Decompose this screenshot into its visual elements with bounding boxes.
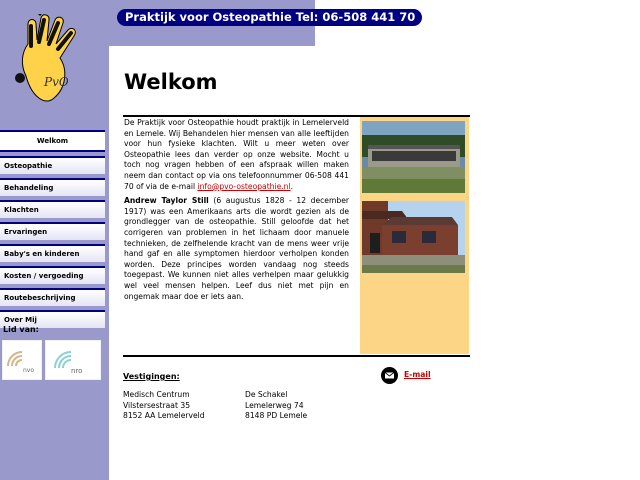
location-2-street: Lemelerweg 74 — [245, 400, 304, 410]
nvo-logo[interactable] — [2, 340, 42, 380]
location-1-name: Medisch Centrum — [123, 390, 190, 399]
nav-item-over-mij[interactable]: Over Mij — [0, 310, 105, 328]
location-1-city: 8152 AA Lemelerveld — [123, 411, 205, 420]
still-body: (6 augustus 1828 - 12 december 1917) was een Amerikaans arts die wordt gezien als de grondlegger van de osteopathie. Still geloofde dat het corrigeren van problemen in het lichaam door manuele technieken, de zelfhelende kracht van de mens weer vrije hand gaf en alle symptomen hierdoor verholpen konden worden. Deze principes worden vandaag nog steeds toegepast. We kunnen niet alles verhelpen maar gelukkig wel veel mensen helpen. Leef dus niet met pijn en ongemak maar doe er iets aan. — [124, 196, 349, 301]
logo-text: PvO — [44, 75, 69, 89]
intro-text — [124, 118, 349, 306]
still-name: Andrew Taylor Still — [124, 196, 209, 206]
hand-logo[interactable] — [8, 14, 102, 114]
still-paragraph — [124, 196, 349, 302]
nav-item-osteopathie[interactable]: Osteopathie — [0, 156, 105, 174]
nav-item-welkom[interactable]: Welkom — [0, 130, 105, 152]
nvo-logo-text: nvo — [23, 367, 35, 374]
locations-title: Vestigingen: — [123, 372, 180, 381]
location-2-city: 8148 PD Lemele — [245, 411, 308, 420]
footer-divider — [123, 355, 470, 357]
photo-de-schakel — [362, 201, 465, 273]
nav-item-babys[interactable]: Baby's en kinderen — [0, 244, 105, 262]
membership-label: Lid van: — [3, 325, 39, 334]
nav-item-behandeling[interactable]: Behandeling — [0, 178, 105, 196]
nro-logo-text: nro — [71, 367, 83, 375]
intro-body: De Praktijk voor Osteopathie houdt praktijk in Lemelerveld en Lemele. Wij Behandelen hier mensen van alle leeftijden voor hun fysieke klachten. Wilt u meer weten over Osteopathie lees dan verder op onze website. Mocht u toch nog vragen hebben of een afspraak willen maken neem dan contact op via ons telefoonnummer 06-508 441 70 of via de e-mail — [124, 118, 349, 191]
nav-item-kosten[interactable]: Kosten / vergoeding — [0, 266, 105, 284]
location-2 — [245, 390, 307, 422]
header-bar — [117, 9, 422, 26]
email-icon[interactable] — [381, 367, 398, 384]
nav-item-route[interactable]: Routebeschrijving — [0, 288, 105, 306]
photo-panel — [360, 117, 469, 354]
email-contact-link[interactable]: E-mail — [404, 370, 431, 379]
email-link[interactable]: info@pvo-osteopathie.nl — [197, 181, 291, 191]
photo-medisch-centrum — [362, 121, 465, 193]
nav-item-klachten[interactable]: Klachten — [0, 200, 105, 218]
location-1 — [123, 390, 205, 422]
header-title: Praktijk voor Osteopathie Tel: 06-508 441 70 — [125, 10, 416, 24]
nav-item-ervaringen[interactable]: Ervaringen — [0, 222, 105, 240]
main-nav — [0, 130, 105, 328]
intro-paragraph: De Praktijk voor Osteopathie houdt praktijk in Lemelerveld en Lemele. Wij Behandelen hier mensen van alle leeftijden voor hun fysieke klachten. Wilt u meer weten over Osteopathie lees dan verder op onze website. Mocht u toch nog vragen hebben of een afspraak willen maken neem dan contact op via ons telefoonnummer 06-508 441 70 of via de e-mail info@pvo-osteopathie.nl. — [124, 118, 349, 191]
nro-logo[interactable] — [45, 340, 101, 380]
page-title: Welkom — [124, 70, 218, 94]
location-1-street: Vilstersestraat 35 — [123, 400, 191, 410]
location-2-name: De Schakel — [245, 390, 288, 399]
